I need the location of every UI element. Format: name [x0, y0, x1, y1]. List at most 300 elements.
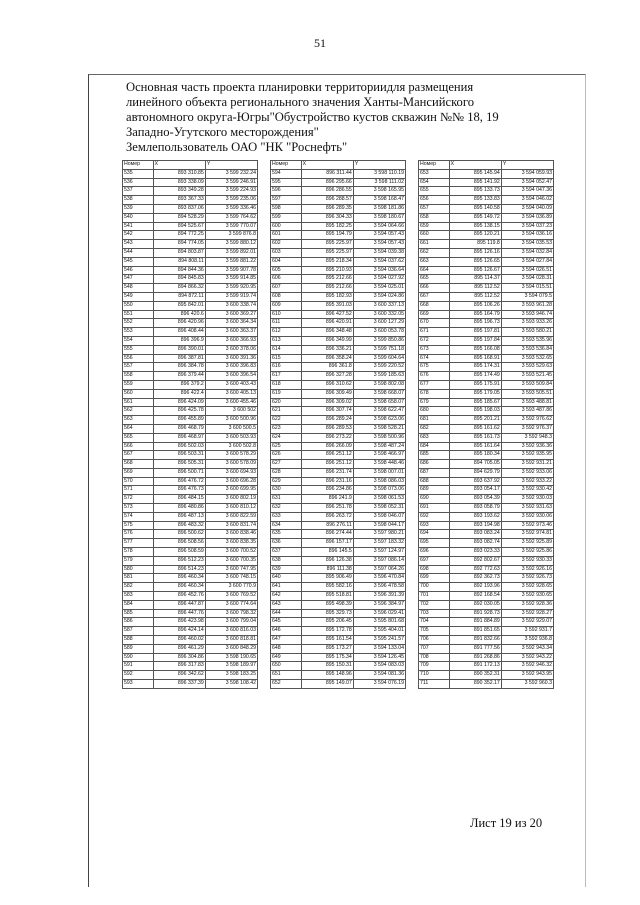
point-number: 700	[419, 583, 450, 592]
x-coordinate: 895 194.79	[301, 231, 353, 240]
x-coordinate: 892 772.63	[449, 565, 501, 574]
y-coordinate: 3 600 770.9	[205, 583, 257, 592]
table-row	[419, 398, 554, 407]
y-coordinate: 3 594 046.02	[501, 196, 553, 205]
point-number: 684	[419, 442, 450, 451]
y-coordinate: 3 600 338.74	[205, 301, 257, 310]
x-coordinate: 895 197.84	[449, 336, 501, 345]
y-coordinate: 3 597 064.26	[353, 565, 405, 574]
table-row	[271, 328, 406, 337]
table-row	[123, 433, 258, 442]
point-number: 539	[123, 204, 154, 213]
x-coordinate: 896 145.5	[301, 548, 353, 557]
x-coordinate: 894 803.87	[153, 248, 205, 257]
x-coordinate: 894 528.29	[153, 213, 205, 222]
x-coordinate: 896 263.72	[301, 512, 353, 521]
y-coordinate: 3 596 391.39	[353, 592, 405, 601]
point-number: 634	[271, 521, 302, 530]
x-coordinate: 895 842.01	[153, 301, 205, 310]
x-coordinate: 895 126.16	[449, 248, 501, 257]
table-row	[271, 257, 406, 266]
table-row	[419, 468, 554, 477]
table-row	[123, 301, 258, 310]
y-coordinate: 3 592 926.16	[501, 565, 553, 574]
point-number: 555	[123, 345, 154, 354]
point-number: 623	[271, 424, 302, 433]
y-coordinate: 3 600 503.93	[205, 433, 257, 442]
point-number: 667	[419, 292, 450, 301]
y-coordinate: 3 592 931.63	[501, 504, 553, 513]
x-coordinate: 895 174.49	[449, 372, 501, 381]
table-row	[419, 257, 554, 266]
x-coordinate: 896 452.76	[153, 592, 205, 601]
x-coordinate: 896 476.73	[153, 486, 205, 495]
y-coordinate: 3 600 816.03	[205, 627, 257, 636]
y-coordinate: 3 598 189.97	[205, 662, 257, 671]
table-row	[123, 451, 258, 460]
page-number: 51	[314, 36, 326, 50]
x-coordinate: 895 201.21	[449, 416, 501, 425]
x-coordinate: 895 225.97	[301, 240, 353, 249]
y-coordinate: 3 592 976.62	[501, 416, 553, 425]
y-coordinate: 3 592 933.22	[501, 477, 553, 486]
point-number: 537	[123, 187, 154, 196]
table-row	[123, 680, 258, 689]
y-coordinate: 3 593 487.86	[501, 407, 553, 416]
x-coordinate: 896 251.12	[301, 460, 353, 469]
point-number: 628	[271, 468, 302, 477]
x-coordinate: 893 058.79	[449, 504, 501, 513]
y-coordinate: 3 596 029.41	[353, 609, 405, 618]
y-coordinate: 3 598 052.31	[353, 504, 405, 513]
x-coordinate: 894 872.11	[153, 292, 205, 301]
document-title	[126, 80, 576, 155]
x-coordinate: 896 241.9	[301, 495, 353, 504]
x-coordinate: 893 193.62	[449, 512, 501, 521]
y-coordinate: 3 599 232.24	[205, 169, 257, 178]
table-row	[123, 618, 258, 627]
point-number: 573	[123, 504, 154, 513]
x-coordinate: 895 582.16	[301, 583, 353, 592]
table-row	[271, 398, 406, 407]
y-coordinate: 3 592 930.06	[501, 512, 553, 521]
table-row	[419, 433, 554, 442]
table-row	[419, 187, 554, 196]
y-coordinate: 3 600 700.35	[205, 556, 257, 565]
y-coordinate: 3 600 774.64	[205, 600, 257, 609]
point-number: 710	[419, 671, 450, 680]
table-row	[419, 389, 554, 398]
x-coordinate: 896 455.89	[153, 416, 205, 425]
y-coordinate: 3 594 083.03	[353, 662, 405, 671]
table-row	[419, 662, 554, 671]
x-coordinate: 896 274.44	[301, 530, 353, 539]
table-row	[419, 521, 554, 530]
table-row	[271, 556, 406, 565]
point-number: 563	[123, 416, 154, 425]
table-row	[123, 284, 258, 293]
y-coordinate: 3 596 478.58	[353, 583, 405, 592]
point-number: 676	[419, 372, 450, 381]
x-coordinate: 895 212.66	[301, 284, 353, 293]
x-coordinate: 896 379.44	[153, 372, 205, 381]
point-number: 565	[123, 433, 154, 442]
y-coordinate: 3 594 081.36	[353, 671, 405, 680]
x-coordinate: 895 210.93	[301, 266, 353, 275]
point-number: 596	[271, 187, 302, 196]
y-coordinate: 3 592 936.8	[501, 636, 553, 645]
point-number: 683	[419, 433, 450, 442]
table-row	[419, 539, 554, 548]
x-coordinate: 895 161.62	[449, 424, 501, 433]
table-row	[271, 468, 406, 477]
y-coordinate: 3 598 046.07	[353, 512, 405, 521]
y-coordinate: 3 594 037.62	[353, 257, 405, 266]
x-coordinate: 895 112.52	[449, 284, 501, 293]
x-coordinate: 893 310.85	[153, 169, 205, 178]
table-row	[419, 512, 554, 521]
point-number: 540	[123, 213, 154, 222]
table-row	[271, 512, 406, 521]
point-number: 695	[419, 539, 450, 548]
point-number: 631	[271, 495, 302, 504]
table-row	[271, 389, 406, 398]
table-row	[419, 424, 554, 433]
table-row	[123, 477, 258, 486]
point-number: 626	[271, 451, 302, 460]
y-coordinate: 3 593 509.84	[501, 380, 553, 389]
y-coordinate: 3 598 668.07	[353, 389, 405, 398]
table-row	[419, 618, 554, 627]
x-coordinate: 893 054.17	[449, 486, 501, 495]
point-number: 709	[419, 662, 450, 671]
x-coordinate: 891 777.56	[449, 644, 501, 653]
table-row	[123, 398, 258, 407]
point-number: 536	[123, 178, 154, 187]
point-number: 638	[271, 556, 302, 565]
point-number: 627	[271, 460, 302, 469]
x-coordinate: 895 174.31	[449, 363, 501, 372]
point-number: 602	[271, 240, 302, 249]
y-coordinate: 3 598 110.19	[353, 169, 405, 178]
point-number: 621	[271, 407, 302, 416]
table-row	[123, 416, 258, 425]
x-coordinate: 895 206.45	[301, 618, 353, 627]
y-coordinate: 3 592 931.21	[501, 460, 553, 469]
table-row	[271, 240, 406, 249]
x-coordinate: 896 420.91	[301, 319, 353, 328]
y-coordinate: 3 600 696.28	[205, 477, 257, 486]
x-coordinate: 895 120.21	[449, 231, 501, 240]
y-coordinate: 3 600 332.05	[353, 310, 405, 319]
table-row	[271, 266, 406, 275]
point-number: 663	[419, 257, 450, 266]
x-coordinate: 896 514.23	[153, 565, 205, 574]
y-coordinate: 3 596 470.84	[353, 574, 405, 583]
point-number: 577	[123, 539, 154, 548]
table-row	[419, 204, 554, 213]
x-coordinate: 896 327.28	[301, 372, 353, 381]
table-row	[271, 336, 406, 345]
y-coordinate: 3 600 848.29	[205, 644, 257, 653]
point-number: 674	[419, 354, 450, 363]
y-coordinate: 3 597 124.97	[353, 548, 405, 557]
x-coordinate: 896 468.79	[153, 424, 205, 433]
x-coordinate: 893 194.98	[449, 521, 501, 530]
point-number: 669	[419, 310, 450, 319]
point-number: 564	[123, 424, 154, 433]
x-coordinate: 896 289.24	[301, 416, 353, 425]
x-coordinate: 893 637.92	[449, 477, 501, 486]
table-row	[419, 292, 554, 301]
y-coordinate: 3 592 943.34	[501, 644, 553, 653]
table-row	[419, 328, 554, 337]
x-coordinate: 896 348.48	[301, 328, 353, 337]
table-row	[271, 671, 406, 680]
point-number: 656	[419, 196, 450, 205]
x-coordinate: 896 295.66	[301, 178, 353, 187]
y-coordinate: 3 592 930.33	[501, 556, 553, 565]
y-coordinate: 3 599 919.74	[205, 292, 257, 301]
y-coordinate: 3 599 770.07	[205, 222, 257, 231]
point-number: 660	[419, 231, 450, 240]
table-row	[419, 556, 554, 565]
point-number: 614	[271, 345, 302, 354]
x-coordinate: 895 179.05	[449, 389, 501, 398]
table-row	[419, 627, 554, 636]
y-coordinate: 3 592 926.73	[501, 574, 553, 583]
y-coordinate: 3 594 057.43	[353, 231, 405, 240]
y-coordinate: 3 599 220.52	[353, 363, 405, 372]
x-coordinate: 890 352.17	[449, 680, 501, 689]
y-coordinate: 3 599 764.62	[205, 213, 257, 222]
y-coordinate: 3 594 064.66	[353, 222, 405, 231]
y-coordinate: 3 594 076.19	[353, 680, 405, 689]
point-number: 571	[123, 486, 154, 495]
y-coordinate: 3 600 799.04	[205, 618, 257, 627]
table-row	[123, 178, 258, 187]
y-coordinate: 3 593 933.26	[501, 319, 553, 328]
y-coordinate: 3 593 961.28	[501, 301, 553, 310]
point-number: 643	[271, 600, 302, 609]
x-coordinate: 896 476.72	[153, 477, 205, 486]
x-coordinate: 896 420.96	[153, 319, 205, 328]
point-number: 608	[271, 292, 302, 301]
y-coordinate: 3 600 798.32	[205, 609, 257, 618]
y-coordinate: 3 599 224.93	[205, 187, 257, 196]
point-number: 708	[419, 653, 450, 662]
table-row	[419, 530, 554, 539]
table-row	[123, 662, 258, 671]
point-number: 556	[123, 354, 154, 363]
point-number: 592	[123, 671, 154, 680]
x-coordinate: 892 193.96	[449, 583, 501, 592]
y-coordinate: 3 597 183.32	[353, 539, 405, 548]
point-number: 657	[419, 204, 450, 213]
table-row	[123, 495, 258, 504]
table-row	[123, 354, 258, 363]
point-number: 570	[123, 477, 154, 486]
point-number: 664	[419, 266, 450, 275]
x-coordinate: 895 126.67	[449, 266, 501, 275]
point-number: 694	[419, 530, 450, 539]
table-row	[123, 222, 258, 231]
table-row	[271, 548, 406, 557]
y-coordinate: 3 599 336.46	[205, 204, 257, 213]
y-coordinate: 3 600 053.78	[353, 328, 405, 337]
table-row	[419, 363, 554, 372]
y-coordinate: 3 599 920.95	[205, 284, 257, 293]
header-x: X	[153, 161, 205, 170]
x-coordinate: 895 138.15	[449, 222, 501, 231]
table-row	[271, 539, 406, 548]
title-line: Основная часть проекта планировки территориидля размещения	[126, 80, 474, 94]
point-number: 639	[271, 565, 302, 574]
y-coordinate: 3 600 403.43	[205, 380, 257, 389]
y-coordinate: 3 600 396.54	[205, 372, 257, 381]
table-row	[123, 468, 258, 477]
x-coordinate: 895 518.81	[301, 592, 353, 601]
y-coordinate: 3 594 052.47	[501, 178, 553, 187]
point-number: 705	[419, 627, 450, 636]
x-coordinate: 894 845.83	[153, 275, 205, 284]
coordinates-table-3	[418, 160, 554, 689]
x-coordinate: 891 832.66	[449, 636, 501, 645]
table-row	[123, 574, 258, 583]
table-row	[123, 424, 258, 433]
x-coordinate: 896 468.97	[153, 433, 205, 442]
y-coordinate: 3 599 880.12	[205, 240, 257, 249]
y-coordinate: 3 599 751.18	[353, 345, 405, 354]
y-coordinate: 3 593 535.96	[501, 336, 553, 345]
point-number: 572	[123, 495, 154, 504]
point-number: 629	[271, 477, 302, 486]
y-coordinate: 3 599 850.86	[353, 336, 405, 345]
table-row	[123, 328, 258, 337]
point-number: 665	[419, 275, 450, 284]
y-coordinate: 3 600 748.15	[205, 574, 257, 583]
x-coordinate: 895 175.91	[449, 380, 501, 389]
x-coordinate: 892 802.67	[449, 556, 501, 565]
table-row	[271, 196, 406, 205]
point-number: 662	[419, 248, 450, 257]
point-number: 553	[123, 328, 154, 337]
y-coordinate: 3 593 580.21	[501, 328, 553, 337]
x-coordinate: 896 500.71	[153, 468, 205, 477]
y-coordinate: 3 592 928.36	[501, 600, 553, 609]
y-coordinate: 3 592 973.46	[501, 521, 553, 530]
point-number: 575	[123, 521, 154, 530]
point-number: 576	[123, 530, 154, 539]
x-coordinate: 896 503.31	[153, 451, 205, 460]
table-row	[271, 565, 406, 574]
y-coordinate: 3 592 925.86	[501, 548, 553, 557]
y-coordinate: 3 598 073.06	[353, 486, 405, 495]
table-row	[419, 275, 554, 284]
y-coordinate: 3 594 133.04	[353, 644, 405, 653]
point-number: 595	[271, 178, 302, 187]
table-row	[271, 416, 406, 425]
point-number: 554	[123, 336, 154, 345]
y-coordinate: 3 600 747.95	[205, 565, 257, 574]
point-number: 702	[419, 600, 450, 609]
table-row	[271, 600, 406, 609]
point-number: 649	[271, 653, 302, 662]
point-number: 542	[123, 231, 154, 240]
x-coordinate: 896 342.62	[153, 671, 205, 680]
table-row	[419, 240, 554, 249]
table-row	[419, 178, 554, 187]
x-coordinate: 896 234.86	[301, 486, 353, 495]
point-number: 666	[419, 284, 450, 293]
y-coordinate: 3 600 127.29	[353, 319, 405, 328]
y-coordinate: 3 598 190.65	[205, 653, 257, 662]
y-coordinate: 3 592 974.81	[501, 530, 553, 539]
x-coordinate: 896 505.31	[153, 460, 205, 469]
table-row	[271, 354, 406, 363]
table-row	[419, 336, 554, 345]
x-coordinate: 896 289.35	[301, 204, 353, 213]
y-coordinate: 3 594 028.31	[501, 275, 553, 284]
point-number: 581	[123, 574, 154, 583]
table-header-row	[271, 161, 406, 170]
y-coordinate: 3 598 061.53	[353, 495, 405, 504]
point-number: 568	[123, 460, 154, 469]
table-row	[419, 196, 554, 205]
point-number: 574	[123, 512, 154, 521]
point-number: 552	[123, 319, 154, 328]
x-coordinate: 896 251.78	[301, 504, 353, 513]
table-row	[419, 319, 554, 328]
point-number: 652	[271, 680, 302, 689]
y-coordinate: 3 595 801.68	[353, 618, 405, 627]
y-coordinate: 3 594 040.09	[501, 204, 553, 213]
point-number: 686	[419, 460, 450, 469]
table-row	[271, 433, 406, 442]
y-coordinate: 3 592 976.37	[501, 424, 553, 433]
x-coordinate: 896 460.02	[153, 636, 205, 645]
point-number: 597	[271, 196, 302, 205]
point-number: 603	[271, 248, 302, 257]
x-coordinate: 896 231.16	[301, 477, 353, 486]
table-row	[419, 671, 554, 680]
table-row	[271, 460, 406, 469]
x-coordinate: 895 498.39	[301, 600, 353, 609]
y-coordinate: 3 594 032.84	[501, 248, 553, 257]
table-row	[271, 442, 406, 451]
table-row	[271, 213, 406, 222]
table-row	[271, 636, 406, 645]
y-coordinate: 3 594 059.93	[501, 169, 553, 178]
y-coordinate: 3 598 007.01	[353, 468, 405, 477]
point-number: 549	[123, 292, 154, 301]
table-row	[419, 495, 554, 504]
coordinates-table	[418, 160, 554, 689]
table-row	[419, 248, 554, 257]
x-coordinate: 892 030.05	[449, 600, 501, 609]
x-coordinate: 895 114.37	[449, 275, 501, 284]
x-coordinate: 893 082.74	[449, 539, 501, 548]
table-row	[123, 407, 258, 416]
y-coordinate: 3 600 391.36	[205, 354, 257, 363]
y-coordinate: 3 593 488.81	[501, 398, 553, 407]
y-coordinate: 3 599 876.8	[205, 231, 257, 240]
point-number: 615	[271, 354, 302, 363]
y-coordinate: 3 592 930.42	[501, 486, 553, 495]
point-number: 679	[419, 398, 450, 407]
table-row	[123, 504, 258, 513]
point-number: 559	[123, 380, 154, 389]
